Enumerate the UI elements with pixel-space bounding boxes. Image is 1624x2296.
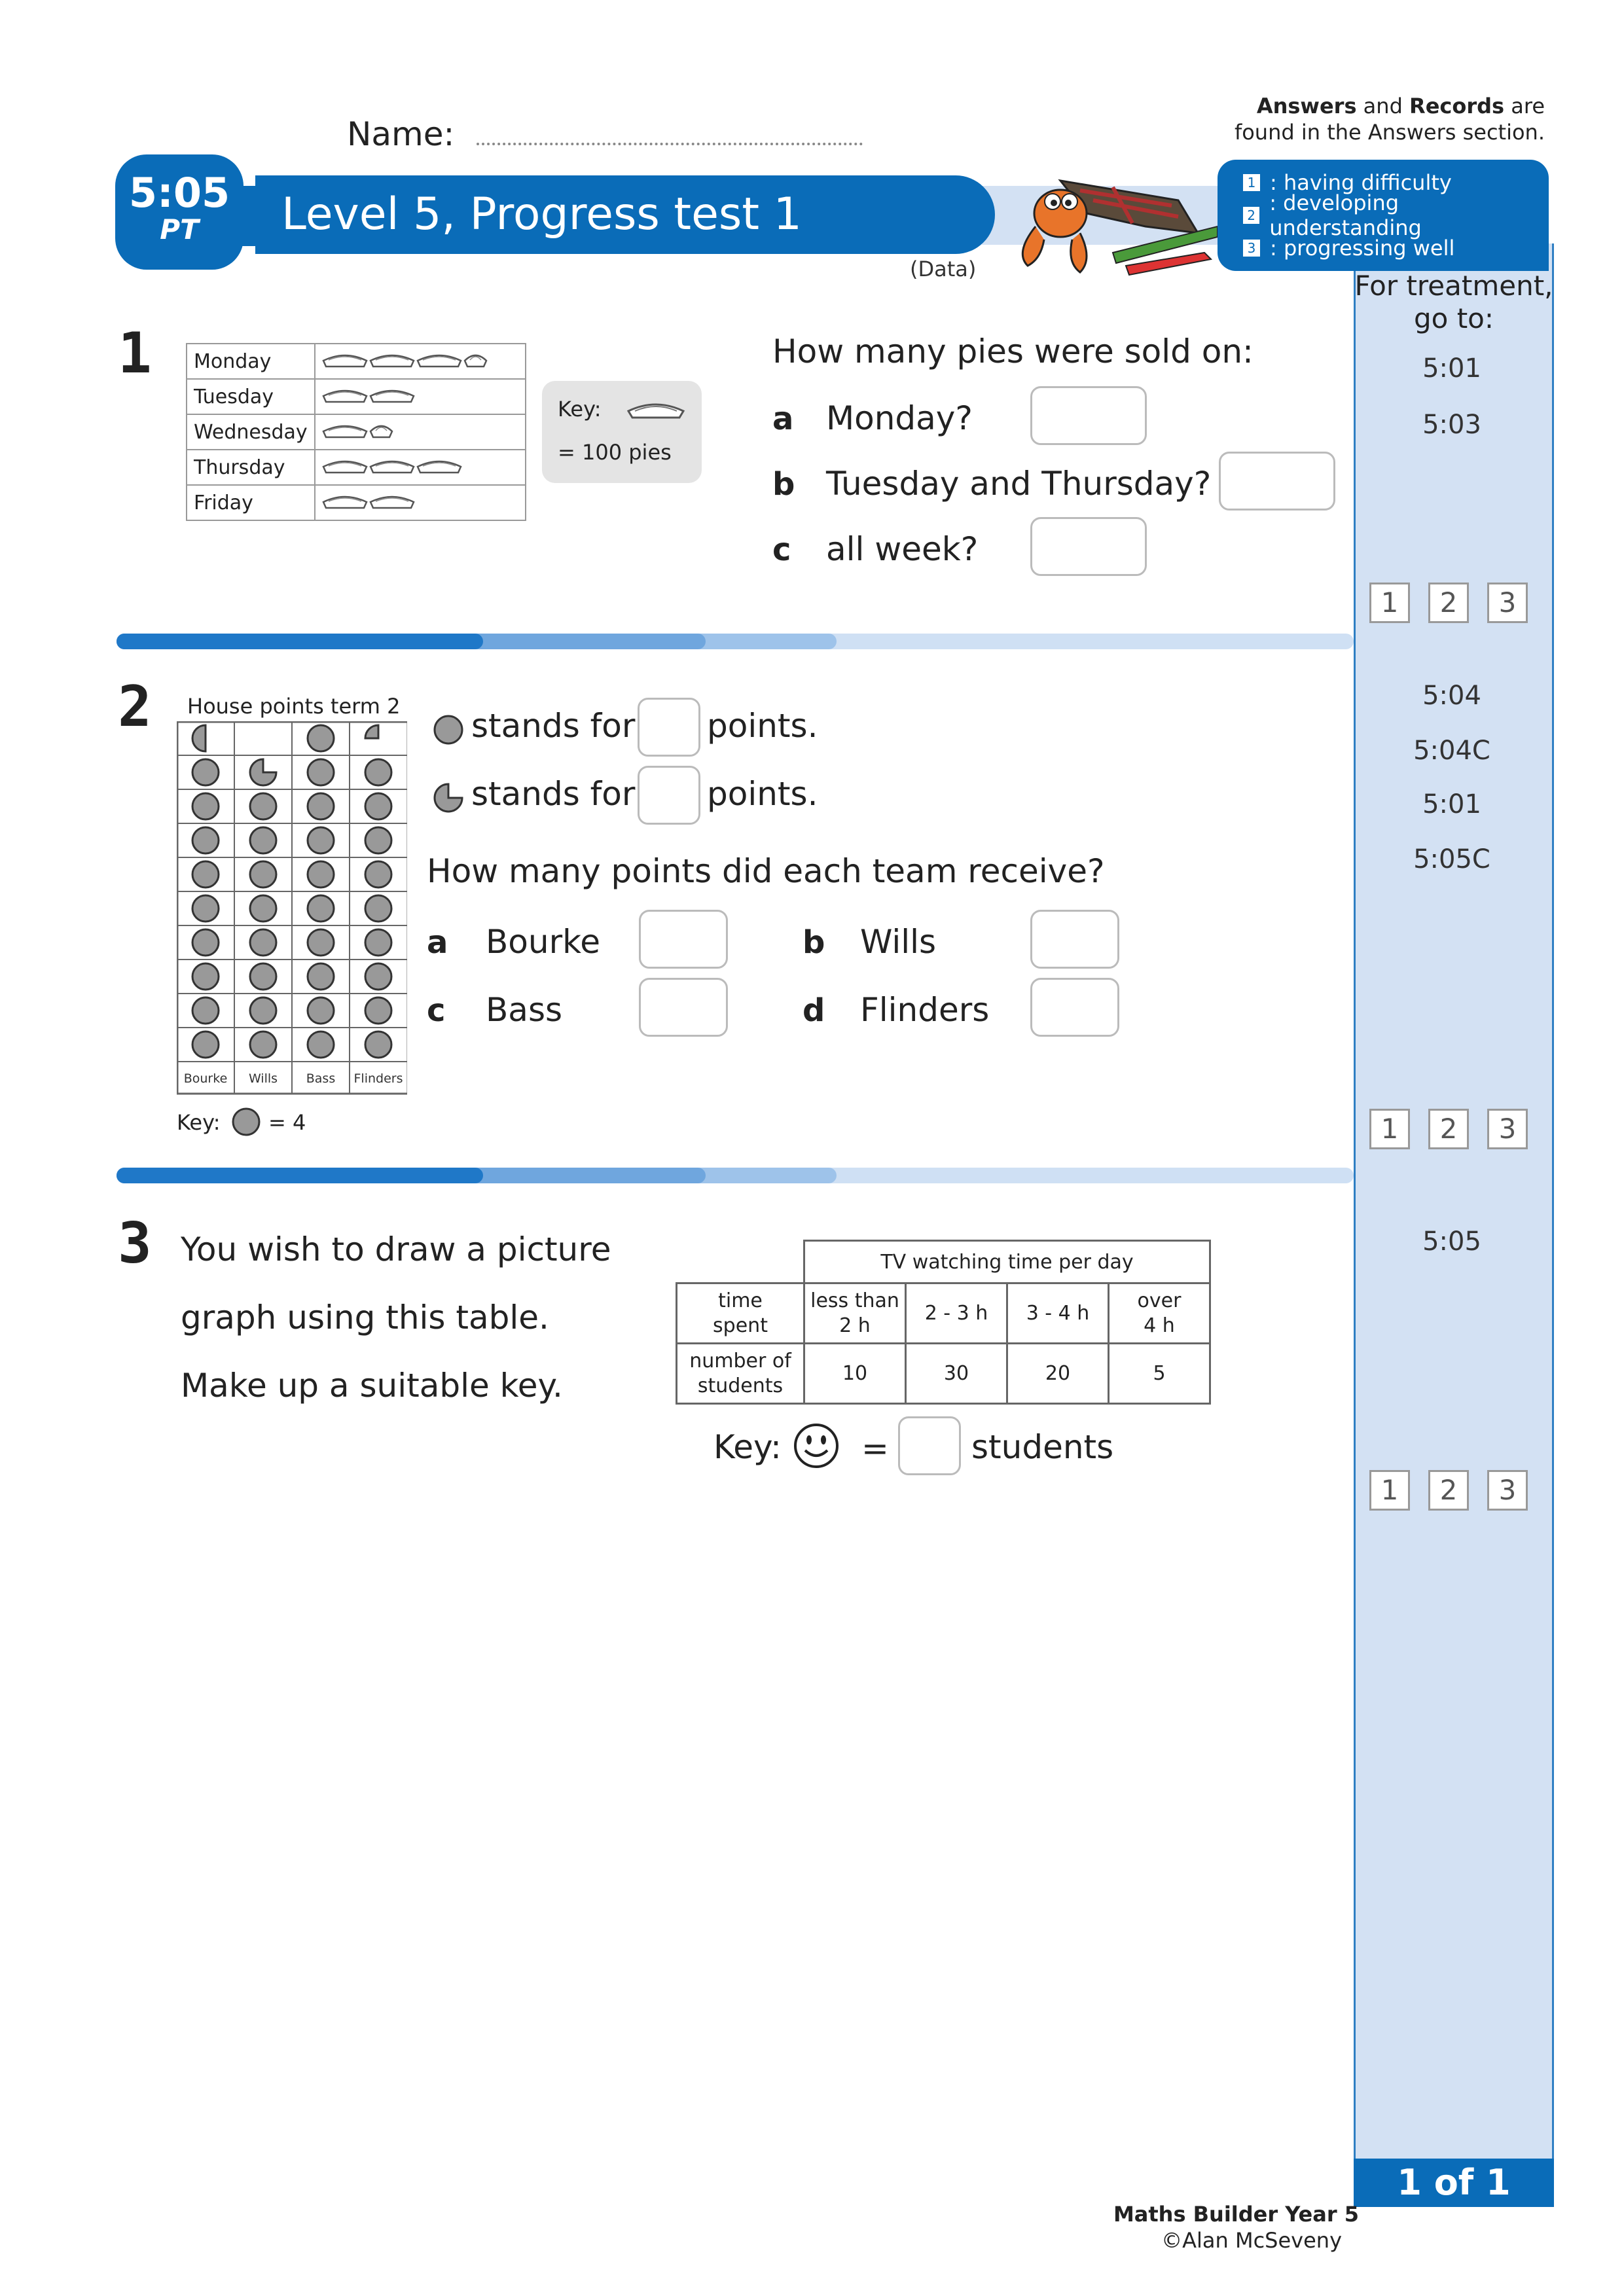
name-field[interactable] xyxy=(477,143,863,145)
day-label: Tuesday xyxy=(187,379,315,414)
counter-mark xyxy=(192,861,219,888)
pie-key xyxy=(542,381,702,483)
unit-badge xyxy=(115,154,244,270)
q3-rating-1[interactable]: 1 xyxy=(1369,1470,1410,1511)
q2-part-c: Bass xyxy=(486,991,563,1029)
counter-mark xyxy=(192,827,219,853)
q3-equals: = xyxy=(861,1429,889,1467)
q3-rating-3[interactable]: 3 xyxy=(1487,1470,1528,1511)
q2-points-2: points. xyxy=(707,775,818,813)
tv-col-1: less than 2 h xyxy=(804,1283,906,1344)
pie-row xyxy=(187,414,526,450)
counter-mark xyxy=(365,861,391,888)
pie-icon xyxy=(626,398,686,420)
tv-table-title: TV watching time per day xyxy=(804,1241,1210,1283)
counter-mark xyxy=(308,861,334,888)
pie-cell xyxy=(315,344,526,379)
q1-rating-1[interactable]: 1 xyxy=(1369,583,1410,623)
name-label: Name: xyxy=(347,115,455,153)
tv-col-3: 3 - 4 h xyxy=(1007,1283,1109,1344)
counter-mark xyxy=(250,895,276,922)
counter-mark xyxy=(308,1031,334,1058)
q2-letter-b: b xyxy=(803,924,825,961)
q2-stands-for-2: stands for xyxy=(471,775,636,813)
q1-part-a: Monday? xyxy=(826,399,973,437)
counter-mark xyxy=(365,963,391,990)
page-title: Level 5, Progress test 1 xyxy=(281,188,802,240)
day-label: Wednesday xyxy=(187,414,315,450)
counter-mark xyxy=(250,929,276,956)
counter-mark xyxy=(192,895,219,922)
question-2-number: 2 xyxy=(118,674,152,740)
q2b-answer-box[interactable] xyxy=(1030,910,1119,969)
q1-rating-2[interactable]: 2 xyxy=(1428,583,1469,623)
team-label: Bourke xyxy=(183,1071,228,1086)
tv-time-table xyxy=(676,1240,1211,1405)
tv-value-1: 10 xyxy=(804,1344,906,1404)
q2a-answer-box[interactable] xyxy=(639,910,728,969)
counter-mark xyxy=(308,929,334,956)
q1-rating-3[interactable]: 3 xyxy=(1487,583,1528,623)
q3-key-label: Key: xyxy=(713,1428,782,1466)
tv-row-header-time: time spent xyxy=(677,1283,804,1344)
pie-picture-graph xyxy=(186,343,526,521)
counter-mark xyxy=(308,793,334,819)
unit-code: 5:05 xyxy=(128,169,230,217)
pie-key-value: = 100 pies xyxy=(558,440,672,465)
counter-mark xyxy=(365,929,391,956)
full-counter-icon xyxy=(432,713,465,746)
day-label: Monday xyxy=(187,344,315,379)
counter-mark xyxy=(250,861,276,888)
q2-rating-3[interactable]: 3 xyxy=(1487,1109,1528,1149)
q2-treatment-code-2: 5:04C xyxy=(1413,736,1490,766)
counter-mark xyxy=(365,997,391,1024)
q2-letter-d: d xyxy=(803,992,825,1029)
counter-mark xyxy=(192,929,219,956)
q2-full-counter-box[interactable] xyxy=(638,698,700,757)
q1-letter-a: a xyxy=(772,401,794,437)
pie-row xyxy=(187,379,526,414)
q3-key-value-box[interactable] xyxy=(898,1416,961,1475)
counter-mark xyxy=(192,1031,219,1058)
q1-letter-c: c xyxy=(772,531,791,568)
house-key-label: Key: xyxy=(177,1110,221,1135)
counter-mark xyxy=(365,793,391,819)
tv-row-header-students: number of students xyxy=(677,1344,804,1404)
legend-row-1: 1 : having difficulty xyxy=(1242,166,1549,199)
q1-treatment-code-1: 5:01 xyxy=(1422,353,1481,384)
q2-letter-c: c xyxy=(427,992,446,1029)
counter-mark xyxy=(308,997,334,1024)
q1-part-c: all week? xyxy=(826,530,979,568)
counter-mark xyxy=(250,1031,276,1058)
treatment-sidebar xyxy=(1354,243,1554,2207)
answers-note: Answers and Records are found in the Answers section. xyxy=(1234,94,1545,145)
counter-mark xyxy=(192,759,219,785)
pie-cell xyxy=(315,414,526,450)
q3-students-label: students xyxy=(971,1428,1114,1466)
counter-mark xyxy=(308,963,334,990)
pie-symbols xyxy=(322,420,518,439)
tv-value-3: 20 xyxy=(1007,1344,1109,1404)
counter-mark xyxy=(365,1031,391,1058)
section-divider-1 xyxy=(117,634,1354,649)
counter-mark xyxy=(250,827,276,853)
counter-mark xyxy=(192,997,219,1024)
footer-book: Maths Builder Year 5 xyxy=(1113,2202,1359,2227)
pie-symbols xyxy=(322,455,518,475)
counter-mark xyxy=(365,827,391,853)
pie-symbols xyxy=(322,490,518,510)
q3-treatment-code-1: 5:05 xyxy=(1422,1227,1481,1257)
q2-treatment-code-3: 5:01 xyxy=(1422,789,1481,819)
q2-part-counter-box[interactable] xyxy=(638,766,700,825)
counter-mark xyxy=(365,895,391,922)
q3-line-1: You wish to draw a picture xyxy=(181,1230,611,1268)
rating-legend xyxy=(1218,160,1549,271)
q1-prompt: How many pies were sold on: xyxy=(772,332,1254,370)
pie-cell xyxy=(315,450,526,485)
pie-symbols xyxy=(322,349,518,368)
q1-letter-b: b xyxy=(772,466,795,503)
q2c-answer-box[interactable] xyxy=(639,978,728,1037)
three-quarter-counter-icon xyxy=(432,781,465,814)
q2-points-1: points. xyxy=(707,707,818,745)
pie-symbols xyxy=(322,384,518,404)
counter-mark xyxy=(308,895,334,922)
counter-mark xyxy=(192,963,219,990)
treatment-heading: For treatment, go to: xyxy=(1354,270,1553,334)
counter-mark xyxy=(250,793,276,819)
section-divider-2 xyxy=(117,1168,1354,1183)
q1-treatment-code-2: 5:03 xyxy=(1422,410,1481,440)
q1b-answer-box[interactable] xyxy=(1219,452,1335,511)
q3-rating-2[interactable]: 2 xyxy=(1428,1470,1469,1511)
tv-col-4: over 4 h xyxy=(1109,1283,1210,1344)
pie-row xyxy=(187,344,526,379)
crab-mascot-icon xyxy=(982,154,1218,279)
q2-rating-2[interactable]: 2 xyxy=(1428,1109,1469,1149)
tv-value-2: 30 xyxy=(906,1344,1007,1404)
pie-row xyxy=(187,485,526,520)
counter-mark xyxy=(192,793,219,819)
q1a-answer-box[interactable] xyxy=(1030,386,1147,445)
day-label: Friday xyxy=(187,485,315,520)
question-1-number: 1 xyxy=(118,321,152,386)
pie-key-label: Key: xyxy=(558,397,602,422)
counter-mark xyxy=(250,963,276,990)
q2-treatment-code-1: 5:04 xyxy=(1422,681,1481,711)
smiley-face-icon xyxy=(792,1422,840,1470)
counter-key-icon xyxy=(230,1106,262,1138)
q1c-answer-box[interactable] xyxy=(1030,517,1147,576)
q2-letter-a: a xyxy=(427,924,448,961)
day-label: Thursday xyxy=(187,450,315,485)
page-indicator: 1 of 1 xyxy=(1354,2159,1554,2207)
q2-part-b: Wills xyxy=(860,923,937,961)
legend-row-3: 3 : progressing well xyxy=(1242,232,1549,264)
counter-mark xyxy=(365,759,391,785)
q2-prompt: How many points did each team receive? xyxy=(427,852,1105,890)
q2-part-d: Flinders xyxy=(860,991,990,1029)
footer-copyright: ©Alan McSeveny xyxy=(1161,2228,1342,2253)
legend-row-2: 2 : developing understanding xyxy=(1242,199,1549,232)
q3-line-2: graph using this table. xyxy=(181,1299,549,1336)
page-subtitle: (Data) xyxy=(910,257,977,281)
counter-mark xyxy=(308,827,334,853)
house-points-graph xyxy=(177,721,407,1102)
q2-rating-1[interactable]: 1 xyxy=(1369,1109,1410,1149)
unit-sub: PT xyxy=(160,213,199,245)
pie-cell xyxy=(315,485,526,520)
q1-part-b: Tuesday and Thursday? xyxy=(826,465,1212,503)
counter-mark xyxy=(250,997,276,1024)
house-points-title: House points term 2 xyxy=(187,694,401,719)
q2d-answer-box[interactable] xyxy=(1030,978,1119,1037)
pie-row xyxy=(187,450,526,485)
tv-col-2: 2 - 3 h xyxy=(906,1283,1007,1344)
question-3-number: 3 xyxy=(118,1211,152,1276)
counter-mark xyxy=(308,759,334,785)
pie-cell xyxy=(315,379,526,414)
q2-stands-for-1: stands for xyxy=(471,707,636,745)
counter-mark xyxy=(308,725,334,751)
house-key-value: = 4 xyxy=(268,1110,306,1135)
team-label: Wills xyxy=(248,1071,278,1086)
team-label: Bass xyxy=(306,1071,336,1086)
tv-value-4: 5 xyxy=(1109,1344,1210,1404)
q3-line-3: Make up a suitable key. xyxy=(181,1367,563,1405)
q2-part-a: Bourke xyxy=(486,923,601,961)
q2-treatment-code-4: 5:05C xyxy=(1413,844,1490,874)
team-label: Flinders xyxy=(353,1071,403,1086)
